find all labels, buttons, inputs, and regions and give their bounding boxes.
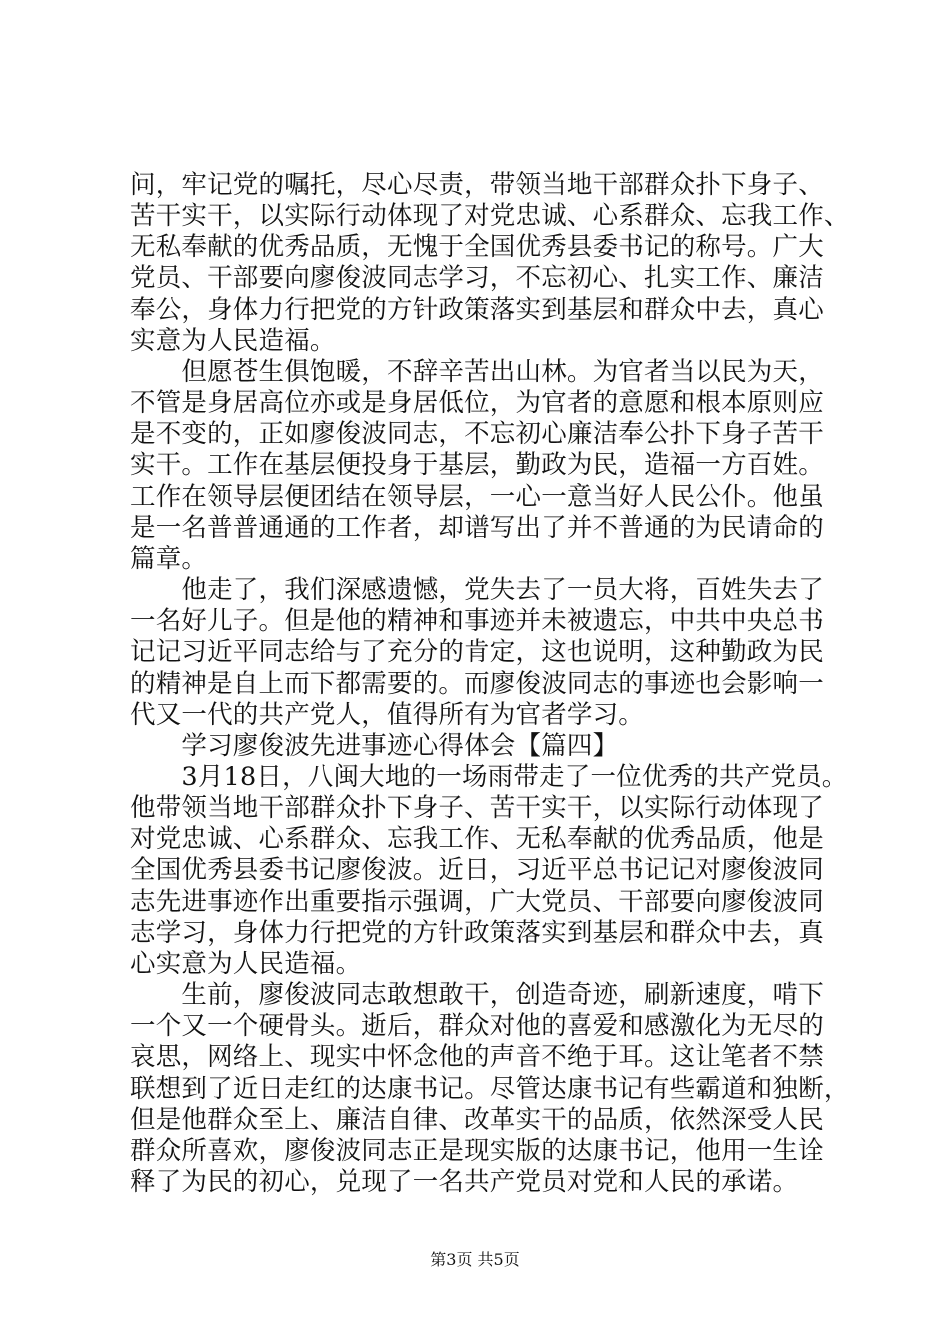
page-number-footer: 第3页 共5页 [430,1250,520,1269]
text-line: 的精神是自上而下都需要的。而廖俊波同志的事迹也会影响一 [130,669,824,699]
text-line: 是不变的，正如廖俊波同志，不忘初心廉洁奉公扑下身子苦干 [130,419,824,449]
text-line: 实干。工作在基层便投身于基层，勤政为民，造福一方百姓。 [130,450,824,480]
text-line: 是一名普普通通的工作者，却谱写出了并不普通的为民请命的 [130,513,824,543]
text-line: 他带领当地干部群众扑下身子、苦干实干，以实际行动体现了 [130,793,824,823]
text-line: 不管是身居高位亦或是身居低位，为官者的意愿和根本原则应 [130,388,824,418]
text-line: 但是他群众至上、廉洁自律、改革实干的品质，依然深受人民 [130,1105,824,1135]
text-line: 篇章。 [130,544,208,574]
text-line: 群众所喜欢，廖俊波同志正是现实版的达康书记，他用一生诠 [130,1136,824,1166]
text-line: 但愿苍生俱饱暖，不辞辛苦出山林。为官者当以民为天， [130,357,824,387]
text-line: 一个又一个硬骨头。逝后，群众对他的喜爱和感激化为无尽的 [130,1011,824,1041]
section-heading: 学习廖俊波先进事迹心得体会【篇四】 [130,731,619,761]
text-line: 联想到了近日走红的达康书记。尽管达康书记有些霸道和独断， [130,1074,850,1104]
text-line: 一名好儿子。但是他的精神和事迹并未被遗忘，中共中央总书 [130,606,824,636]
text-line: 问，牢记党的嘱托，尽心尽责，带领当地干部群众扑下身子、 [130,170,824,200]
text-line: 3月18日，八闽大地的一场雨带走了一位优秀的共产党员。 [130,762,848,792]
text-line: 对党忠诚、心系群众、忘我工作、无私奉献的优秀品质，他是 [130,824,824,854]
text-line: 苦干实干，以实际行动体现了对党忠诚、心系群众、忘我工作、 [130,201,850,231]
text-line: 他走了，我们深感遗憾，党失去了一员大将，百姓失去了 [130,575,824,605]
text-line: 志先进事迹作出重要指示强调，广大党员、干部要向廖俊波同 [130,887,824,917]
text-line: 无私奉献的优秀品质，无愧于全国优秀县委书记的称号。广大 [130,232,824,262]
text-line: 全国优秀县委书记廖俊波。近日，习近平总书记记对廖俊波同 [130,855,824,885]
text-line: 党员、干部要向廖俊波同志学习，不忘初心、扎实工作、廉洁 [130,263,824,293]
text-line: 生前，廖俊波同志敢想敢干，创造奇迹，刷新速度，啃下 [130,980,824,1010]
text-line: 哀思，网络上、现实中怀念他的声音不绝于耳。这让笔者不禁 [130,1042,824,1072]
text-line: 记记习近平同志给与了充分的肯定，这也说明，这种勤政为民 [130,637,824,667]
text-line: 心实意为人民造福。 [130,949,362,979]
text-line: 志学习，身体力行把党的方针政策落实到基层和群众中去，真 [130,918,824,948]
text-line: 实意为人民造福。 [130,326,336,356]
text-line: 工作在领导层便团结在领导层，一心一意当好人民公仆。他虽 [130,482,824,512]
text-line: 奉公，身体力行把党的方针政策落实到基层和群众中去，真心 [130,295,824,325]
text-line: 代又一代的共产党人，值得所有为官者学习。 [130,700,645,730]
text-line: 释了为民的初心，兑现了一名共产党员对党和人民的承诺。 [130,1167,799,1197]
